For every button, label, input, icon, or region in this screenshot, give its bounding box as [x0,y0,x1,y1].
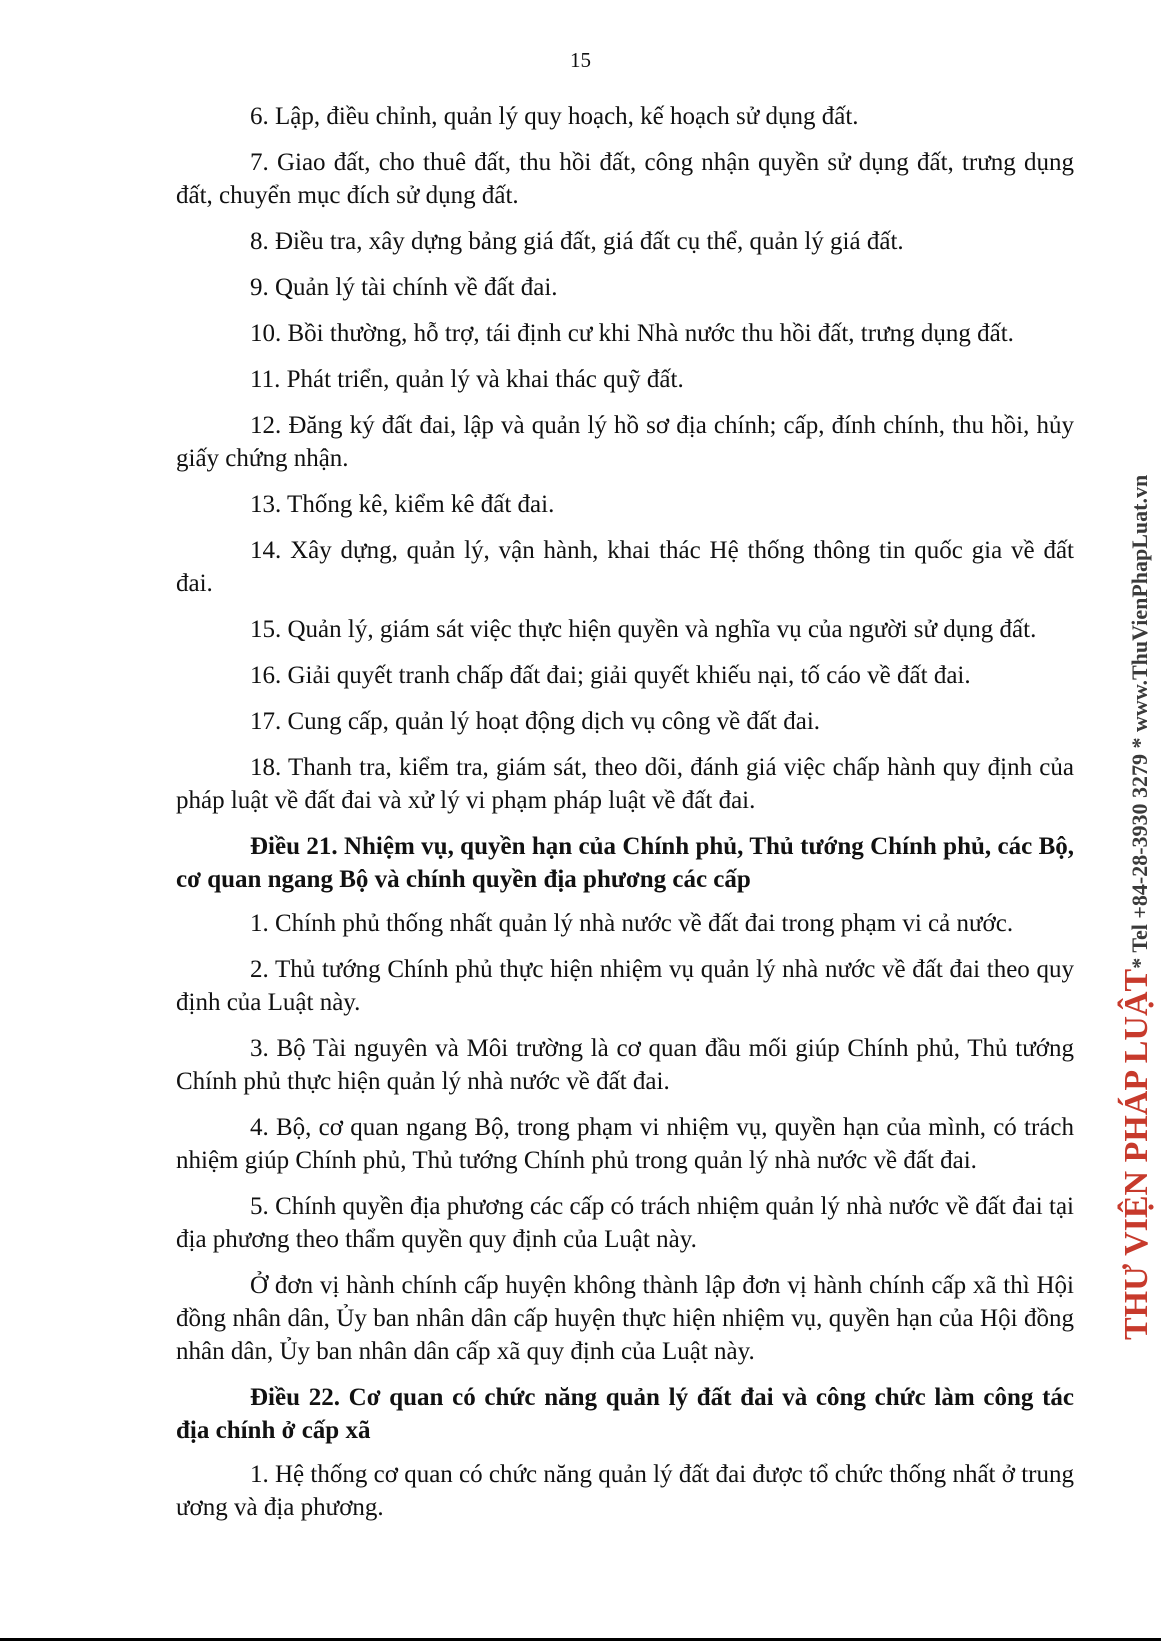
list-item: 15. Quản lý, giám sát việc thực hiện quyền và nghĩa vụ của người sử dụng đất. [250,616,1037,643]
list-item: 18. Thanh tra, kiểm tra, giám sát, theo dõi, đánh giá việc chấp hành quy định của pháp luật về đất đai và xử lý vi phạm pháp luật về đất đai. [176,754,1074,814]
list-item: 3. Bộ Tài nguyên và Môi trường là cơ quan đầu mối giúp Chính phủ, Thủ tướng Chính phủ thực hiện quản lý nhà nước về đất đai. [176,1035,1074,1095]
list-item: 8. Điều tra, xây dựng bảng giá đất, giá đất cụ thể, quản lý giá đất. [250,228,904,255]
article-heading: Điều 22. Cơ quan có chức năng quản lý đất đai và công chức làm công tác địa chính ở cấp xã [176,1384,1074,1444]
list-item: 13. Thống kê, kiểm kê đất đai. [250,491,555,518]
list-item: Ở đơn vị hành chính cấp huyện không thành lập đơn vị hành chính cấp xã thì Hội đồng nhân dân, Ủy ban nhân dân cấp huyện thực hiện nhiệm vụ, quyền hạn của Hội đồng nhân dân, Ủy ban nhân dân cấp xã quy định của Luật này. [176,1272,1074,1365]
article-heading: Điều 21. Nhiệm vụ, quyền hạn của Chính phủ, Thủ tướng Chính phủ, các Bộ, cơ quan ngang Bộ và chính quyền địa phương các cấp [176,833,1074,893]
list-item: 16. Giải quyết tranh chấp đất đai; giải quyết khiếu nại, tố cáo về đất đai. [250,662,971,689]
list-item: 1. Chính phủ thống nhất quản lý nhà nước về đất đai trong phạm vi cả nước. [250,910,1014,937]
list-item: 1. Hệ thống cơ quan có chức năng quản lý đất đai được tổ chức thống nhất ở trung ương và địa phương. [176,1461,1074,1521]
list-item: 2. Thủ tướng Chính phủ thực hiện nhiệm vụ quản lý nhà nước về đất đai theo quy định của Luật này. [176,956,1074,1016]
watermark-brand: THƯ VIỆN PHÁP LUẬT [1118,968,1155,1340]
watermark [1118,475,1156,1340]
page-number: 15 [570,48,591,72]
list-item: 10. Bồi thường, hỗ trợ, tái định cư khi Nhà nước thu hồi đất, trưng dụng đất. [250,320,1014,347]
bottom-rule [0,1638,1161,1641]
watermark-contact: * Tel +84-28-3930 3279 * www.ThuVienPhapLuat.vn [1127,474,1152,969]
list-item: 7. Giao đất, cho thuê đất, thu hồi đất, công nhận quyền sử dụng đất, trưng dụng đất, chuyển mục đích sử dụng đất. [176,149,1074,209]
list-item: 9. Quản lý tài chính về đất đai. [250,274,558,301]
list-item: 4. Bộ, cơ quan ngang Bộ, trong phạm vi nhiệm vụ, quyền hạn của mình, có trách nhiệm giúp Chính phủ, Thủ tướng Chính phủ trong quản lý nhà nước về đất đai. [176,1114,1074,1174]
list-item: 5. Chính quyền địa phương các cấp có trách nhiệm quản lý nhà nước về đất đai tại địa phương theo thẩm quyền quy định của Luật này. [176,1193,1074,1253]
document-body [176,100,1074,1537]
list-item: 12. Đăng ký đất đai, lập và quản lý hồ sơ địa chính; cấp, đính chính, thu hồi, hủy giấy chứng nhận. [176,412,1074,472]
list-item: 11. Phát triển, quản lý và khai thác quỹ đất. [250,366,684,393]
list-item: 14. Xây dựng, quản lý, vận hành, khai thác Hệ thống thông tin quốc gia về đất đai. [176,537,1074,597]
list-item: 17. Cung cấp, quản lý hoạt động dịch vụ công về đất đai. [250,708,821,735]
list-item: 6. Lập, điều chỉnh, quản lý quy hoạch, kế hoạch sử dụng đất. [250,103,859,130]
